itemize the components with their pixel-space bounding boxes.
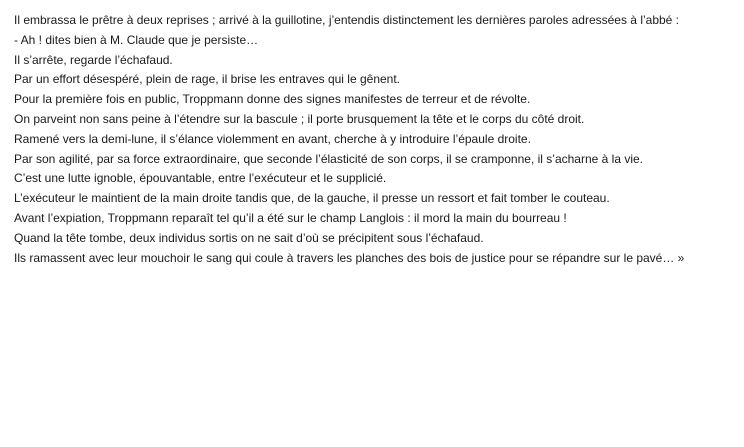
text-line-6: On parveint non sans peine à l’étendre sur la bascule ; il porte brusquement la tête et le corps du côté droit. <box>14 111 585 126</box>
document-body <box>14 11 738 268</box>
text-line-7: Ramené vers la demi-lune, il s’élance violemment en avant, cherche à y introduire l’épaule droite. <box>14 131 531 146</box>
text-line-4: Par un effort désespéré, plein de rage, il brise les entraves qui le gênent. <box>14 72 401 87</box>
text-line-1: Il embrassa le prêtre à deux reprises ; arrivé à la guillotine, j’entendis distinctement les dernières paroles adressées à l’abbé : <box>14 13 680 27</box>
text-line-8: Par son agilité, par sa force extraordinaire, que seconde l’élasticité de son corps, il se cramponne, il s’acharne à la vie. <box>14 151 643 166</box>
text-line-2: - Ah ! dites bien à M. Claude que je persiste… <box>14 32 259 47</box>
text-line-10: L’exécuteur le maintient de la main droite tandis que, de la gauche, il presse un ressort et fait tomber le couteau. <box>14 191 610 206</box>
text-line-13: Ils ramassent avec leur mouchoir le sang qui coule à travers les planches des bois de justice pour se répandre sur le pavé… » <box>14 250 685 265</box>
text-line-11: Avant l’expiation, Troppmann reparaît tel qu’il a été sur le champ Langlois : il mord la main du bourreau ! <box>14 210 567 225</box>
text-line-12: Quand la tête tombe, deux individus sortis on ne sait d’où se précipitent sous l’échafaud. <box>14 230 484 245</box>
text-line-3: Il s’arrête, regarde l’échafaud. <box>14 52 173 67</box>
text-line-5: Pour la première fois en public, Troppmann donne des signes manifestes de terreur et de révolte. <box>14 92 531 107</box>
text-line-9: C’est une lutte ignoble, épouvantable, entre l’exécuteur et le supplicié. <box>14 171 387 186</box>
